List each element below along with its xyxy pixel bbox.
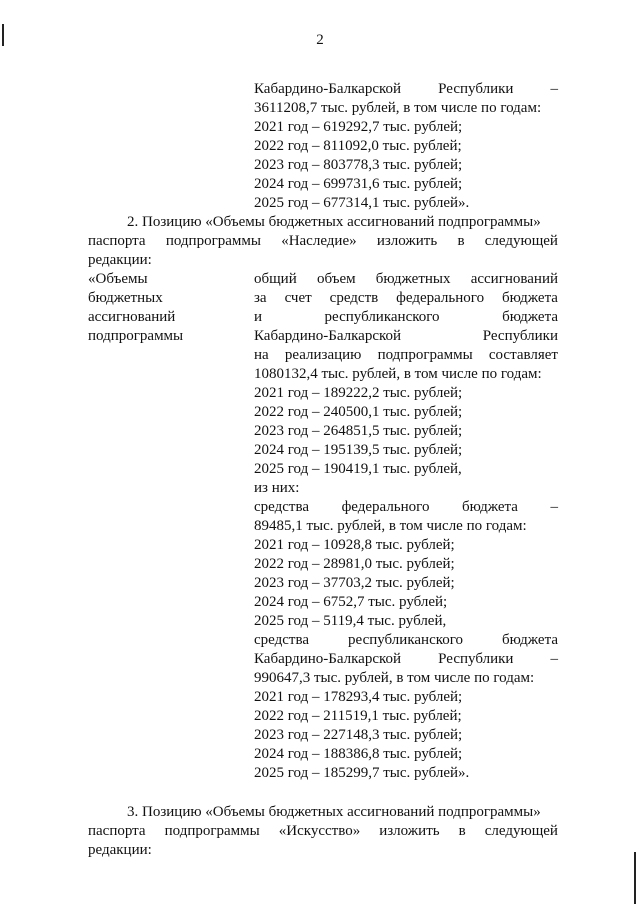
word: бюджета (502, 290, 558, 306)
total-line: 2022 год – 240500,1 тыс. рублей; (254, 404, 463, 420)
word: средств (329, 290, 379, 306)
table-right-line (254, 270, 558, 289)
word: федерального (341, 499, 430, 515)
word: «Искусство» (278, 823, 361, 839)
word: ассигнований (470, 271, 558, 287)
page-number: 2 (316, 32, 324, 48)
federal-line: 2021 год – 10928,8 тыс. рублей; (254, 537, 455, 553)
word: на (254, 347, 269, 363)
para3-text: 3. Позицию «Объемы бюджетных ассигнований подпрограммы» (127, 804, 541, 820)
federal-line: 2022 год – 28981,0 тыс. рублей; (254, 556, 455, 572)
para3-line2 (88, 822, 558, 841)
total-line: 2023 год – 264851,5 тыс. рублей; (254, 423, 463, 439)
word: «Наследие» (281, 233, 357, 249)
total-line: 2021 год – 189222,2 тыс. рублей; (254, 385, 463, 401)
word: изложить (376, 233, 438, 249)
word: федерального (396, 290, 485, 306)
word: в (458, 823, 466, 839)
word: счет (284, 290, 312, 306)
block1-line: 2022 год – 811092,0 тыс. рублей; (254, 138, 462, 154)
word: реализацию (284, 347, 362, 363)
word: подпрограммы (164, 823, 260, 839)
word: республиканского (324, 309, 440, 325)
total-line: из них: (254, 480, 300, 496)
word: в (457, 233, 465, 249)
para2-text: 2. Позицию «Объемы бюджетных ассигнований подпрограммы» (127, 214, 541, 230)
word: бюджета (502, 632, 558, 648)
table-left-label: подпрограммы (88, 328, 184, 344)
word: – (550, 651, 558, 667)
federal-line: 89485,1 тыс. рублей, в том числе по годам: (254, 518, 527, 534)
word: средства (254, 499, 310, 515)
block1-line: 2023 год – 803778,3 тыс. рублей; (254, 157, 463, 173)
total-line: 2025 год – 190419,1 тыс. рублей, (254, 461, 462, 477)
word: общий (254, 271, 297, 287)
republic-line: 2022 год – 211519,1 тыс. рублей; (254, 708, 462, 724)
word: и (254, 309, 263, 325)
republic-heading-line (254, 631, 558, 650)
republic-heading-line (254, 650, 558, 669)
word: средства (254, 632, 310, 648)
word: Республики (438, 651, 514, 667)
block1-line: 2025 год – 677314,1 тыс. рублей». (254, 195, 470, 211)
table-left-label: ассигнований (88, 309, 176, 325)
word: республиканского (348, 632, 464, 648)
para3-line3: редакции: (88, 842, 152, 858)
word: Республики (482, 328, 558, 344)
total-line: 2024 год – 195139,5 тыс. рублей; (254, 442, 463, 458)
word: паспорта (88, 233, 146, 249)
total-line: 1080132,4 тыс. рублей, в том числе по годам: (254, 366, 542, 382)
table-right-line (254, 289, 558, 308)
table-right-line (254, 327, 558, 346)
word: подпрограммы (377, 347, 473, 363)
word: бюджетных (375, 271, 451, 287)
word: – (550, 499, 558, 515)
block1-heading-line (254, 80, 558, 99)
republic-line: 2025 год – 185299,7 тыс. рублей». (254, 765, 470, 781)
word: объем (316, 271, 356, 287)
word: паспорта (88, 823, 146, 839)
para3-line1 (127, 803, 558, 822)
federal-line: 2023 год – 37703,2 тыс. рублей; (254, 575, 455, 591)
scan-edge-mark-bottom (634, 852, 636, 904)
table-right-line (254, 346, 558, 365)
word: Республики (438, 81, 514, 97)
word: Кабардино-Балкарской (254, 651, 402, 667)
federal-line: 2025 год – 5119,4 тыс. рублей, (254, 613, 447, 629)
word: Кабардино-Балкарской (254, 81, 402, 97)
republic-line: 2024 год – 188386,8 тыс. рублей; (254, 746, 463, 762)
word: составляет (488, 347, 558, 363)
table-left-label: бюджетных (88, 290, 163, 306)
table-right-line (254, 308, 558, 327)
word: подпрограммы (165, 233, 261, 249)
block1-line: 2021 год – 619292,7 тыс. рублей; (254, 119, 463, 135)
block1-line: 2024 год – 699731,6 тыс. рублей; (254, 176, 463, 192)
para2-line1 (127, 213, 558, 232)
block1-line: 3611208,7 тыс. рублей, в том числе по годам: (254, 100, 542, 116)
federal-line: 2024 год – 6752,7 тыс. рублей; (254, 594, 448, 610)
word: изложить (379, 823, 440, 839)
para2-line3: редакции: (88, 252, 152, 268)
word: следующей (484, 823, 558, 839)
word: бюджета (462, 499, 518, 515)
federal-heading-line (254, 498, 558, 517)
word: следующей (484, 233, 558, 249)
republic-line: 2021 год – 178293,4 тыс. рублей; (254, 689, 463, 705)
word: – (550, 81, 558, 97)
table-left-label: «Объемы (88, 271, 148, 287)
word: Кабардино-Балкарской (254, 328, 402, 344)
republic-line: 2023 год – 227148,3 тыс. рублей; (254, 727, 463, 743)
para2-line2 (88, 232, 558, 251)
word: бюджета (502, 309, 558, 325)
word: за (254, 290, 267, 306)
republic-line: 990647,3 тыс. рублей, в том числе по годам: (254, 670, 535, 686)
